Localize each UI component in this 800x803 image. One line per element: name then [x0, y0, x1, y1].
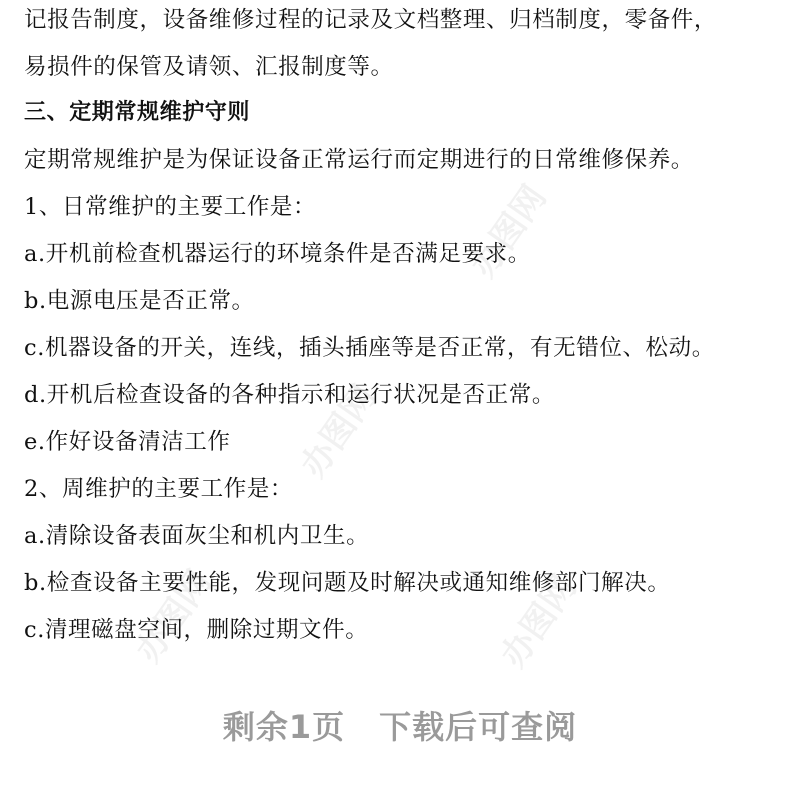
- remaining-pages-label: 剩余1页: [222, 708, 346, 746]
- paragraph-line: 定期常规维护是为保证设备正常运行而定期进行的日常维修保养。: [24, 147, 694, 173]
- download-prompt[interactable]: [0, 702, 800, 748]
- list-item: c.机器设备的开关，连线，插头插座等是否正常，有无错位、松动。: [24, 335, 715, 361]
- list-item: d.开机后检查设备的各种指示和运行状况是否正常。: [24, 382, 555, 408]
- paragraph-line: 易损件的保管及请领、汇报制度等。: [24, 54, 394, 80]
- list-heading: 2、周维护的主要工作是：: [24, 476, 294, 502]
- watermark: 办图网: [293, 378, 385, 485]
- list-item: e.作好设备清洁工作: [24, 429, 231, 455]
- section-heading: 三、定期常规维护守则: [24, 100, 251, 125]
- paragraph-line: 记报告制度，设备维修过程的记录及文档整理、归档制度，零备件，: [24, 7, 718, 33]
- list-item: a.清除设备表面灰尘和机内卫生。: [24, 523, 370, 549]
- watermark: 办图网: [493, 568, 585, 675]
- watermark: 办图网: [463, 178, 555, 285]
- watermark: 办图网: [128, 563, 220, 670]
- download-to-view-label[interactable]: 下载后可查阅: [379, 708, 578, 746]
- list-item: a.开机前检查机器运行的环境条件是否满足要求。: [24, 241, 531, 267]
- list-item: b.电源电压是否正常。: [24, 288, 255, 314]
- list-heading: 1、日常维护的主要工作是：: [24, 194, 317, 220]
- list-item: c.清理磁盘空间，删除过期文件。: [24, 617, 369, 643]
- list-item: b.检查设备主要性能，发现问题及时解决或通知维修部门解决。: [24, 570, 671, 596]
